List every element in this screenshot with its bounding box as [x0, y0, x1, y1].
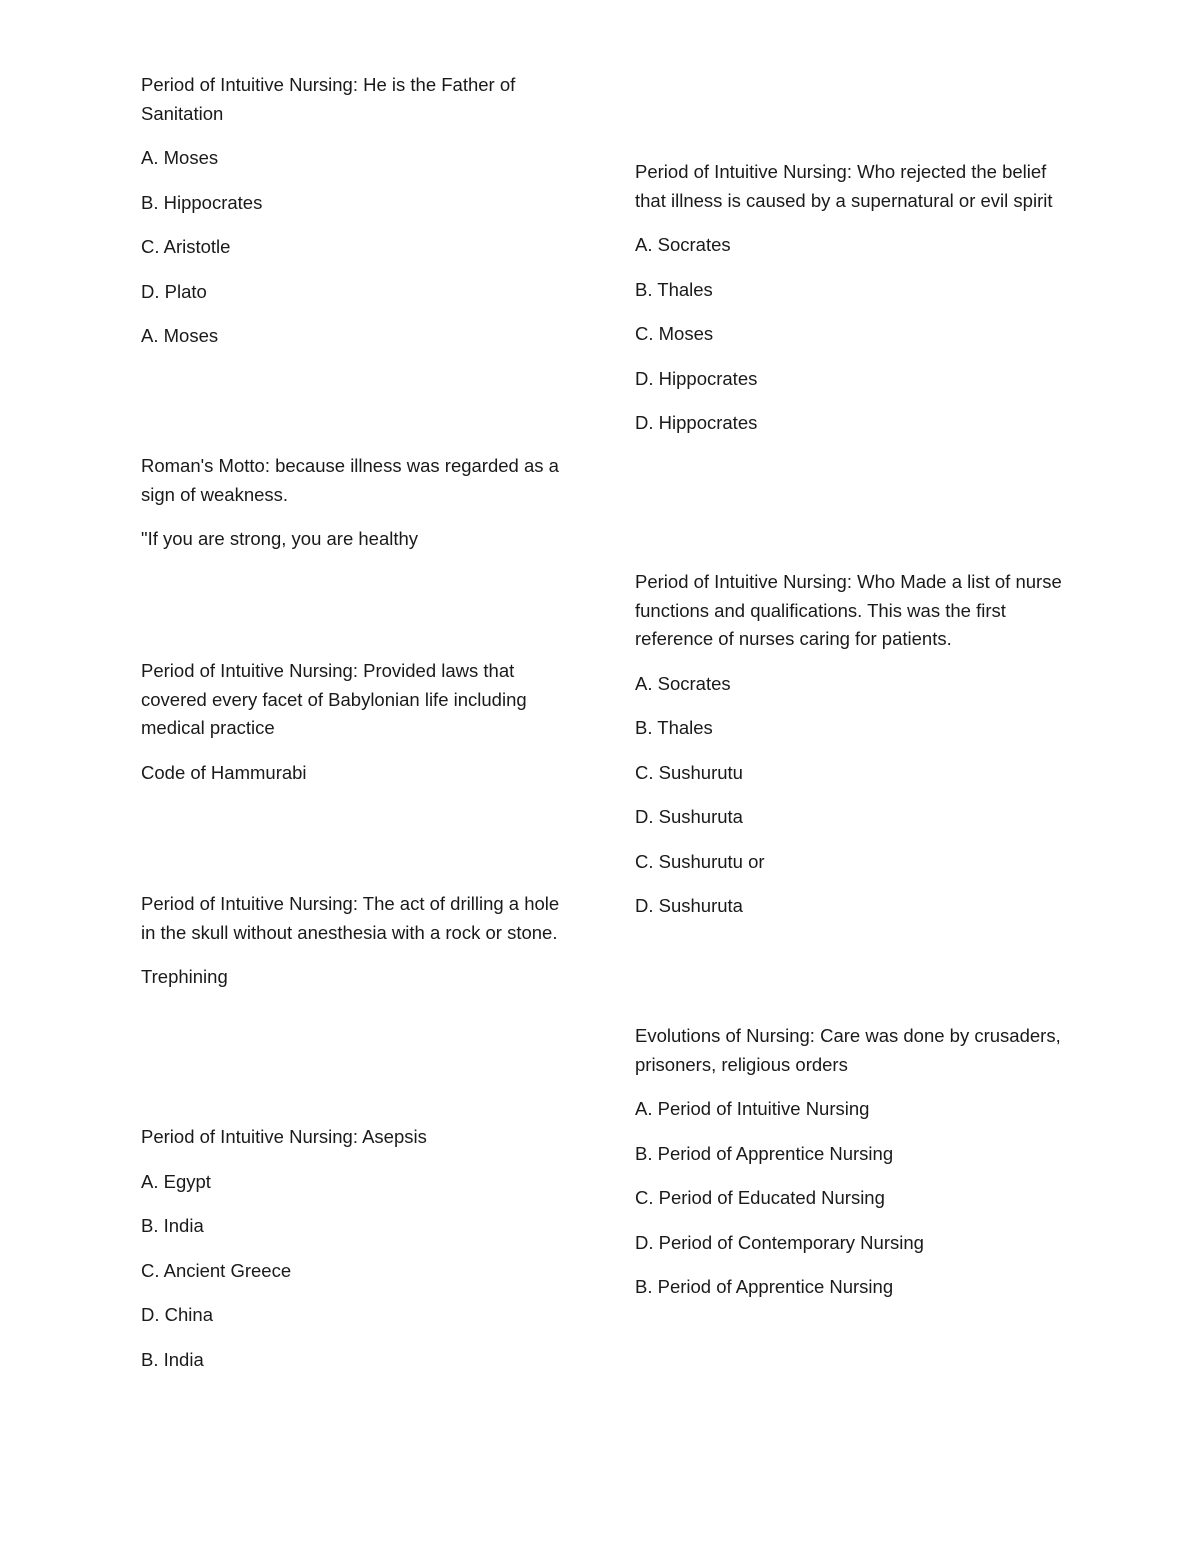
- option-c: C. Period of Educated Nursing: [635, 1187, 885, 1208]
- answer: Code of Hammurabi: [141, 761, 307, 783]
- option-b: B. Hippocrates: [141, 191, 263, 213]
- answer: B. Period of Apprentice Nursing: [635, 1276, 894, 1297]
- question-text: Period of Intuitive Nursing: Asepsis: [141, 1126, 427, 1147]
- question-block-father-of-sanitation: [141, 71, 571, 367]
- option-c: C. Sushurutu: [635, 761, 743, 783]
- option-b: B. Thales: [635, 278, 713, 300]
- question-block-rejected-supernatural: [635, 158, 1065, 454]
- question-block-romans-motto: [141, 452, 571, 570]
- answer: Trephining: [141, 966, 228, 987]
- answer: A. Moses: [141, 325, 219, 346]
- answer-part-1: C. Sushurutu or: [635, 850, 765, 872]
- question-text: Roman's Motto: because illness was regarded as a sign of weakness.: [141, 455, 559, 505]
- option-a: A. Moses: [141, 147, 219, 168]
- option-c: C. Aristotle: [141, 236, 231, 257]
- question-text: Period of Intuitive Nursing: Who rejected the belief that illness is caused by a supernatural or evil spirit: [635, 161, 1053, 211]
- option-a: A. Egypt: [141, 1170, 211, 1192]
- question-block-asepsis: [141, 1123, 571, 1390]
- question-block-evolutions-of-nursing: [635, 1022, 1065, 1318]
- option-a: A. Socrates: [635, 672, 731, 694]
- question-text: Evolutions of Nursing: Care was done by crusaders, prisoners, religious orders: [635, 1025, 1061, 1075]
- option-b: B. India: [141, 1215, 204, 1236]
- question-text: Period of Intuitive Nursing: Who Made a list of nurse functions and qualifications. This was the first reference of nurses caring for patients.: [635, 571, 1062, 649]
- option-d: D. China: [141, 1304, 213, 1325]
- option-b: B. Thales: [635, 717, 713, 738]
- answer: D. Hippocrates: [635, 412, 758, 433]
- answer-part-2: D. Sushuruta: [635, 895, 743, 916]
- option-a: A. Socrates: [635, 234, 731, 255]
- question-text: Period of Intuitive Nursing: Provided laws that covered every facet of Babylonian life including medical practice: [141, 660, 527, 738]
- option-d: D. Sushuruta: [635, 806, 743, 827]
- option-b: B. Period of Apprentice Nursing: [635, 1142, 894, 1164]
- question-text: Period of Intuitive Nursing: The act of drilling a hole in the skull without anesthesia with a rock or stone.: [141, 893, 560, 943]
- option-d: D. Hippocrates: [635, 367, 758, 389]
- answer: B. India: [141, 1348, 204, 1370]
- question-block-drilling-skull: [141, 890, 571, 1008]
- answer: "If you are strong, you are healthy: [141, 528, 419, 549]
- question-text: Period of Intuitive Nursing: He is the Father of Sanitation: [141, 74, 516, 124]
- question-block-babylonian-laws: [141, 657, 571, 803]
- question-block-nurse-functions: [635, 568, 1065, 937]
- option-a: A. Period of Intuitive Nursing: [635, 1098, 870, 1119]
- option-c: C. Moses: [635, 323, 714, 344]
- option-d: D. Plato: [141, 280, 207, 302]
- option-c: C. Ancient Greece: [141, 1259, 292, 1281]
- option-d: D. Period of Contemporary Nursing: [635, 1231, 924, 1253]
